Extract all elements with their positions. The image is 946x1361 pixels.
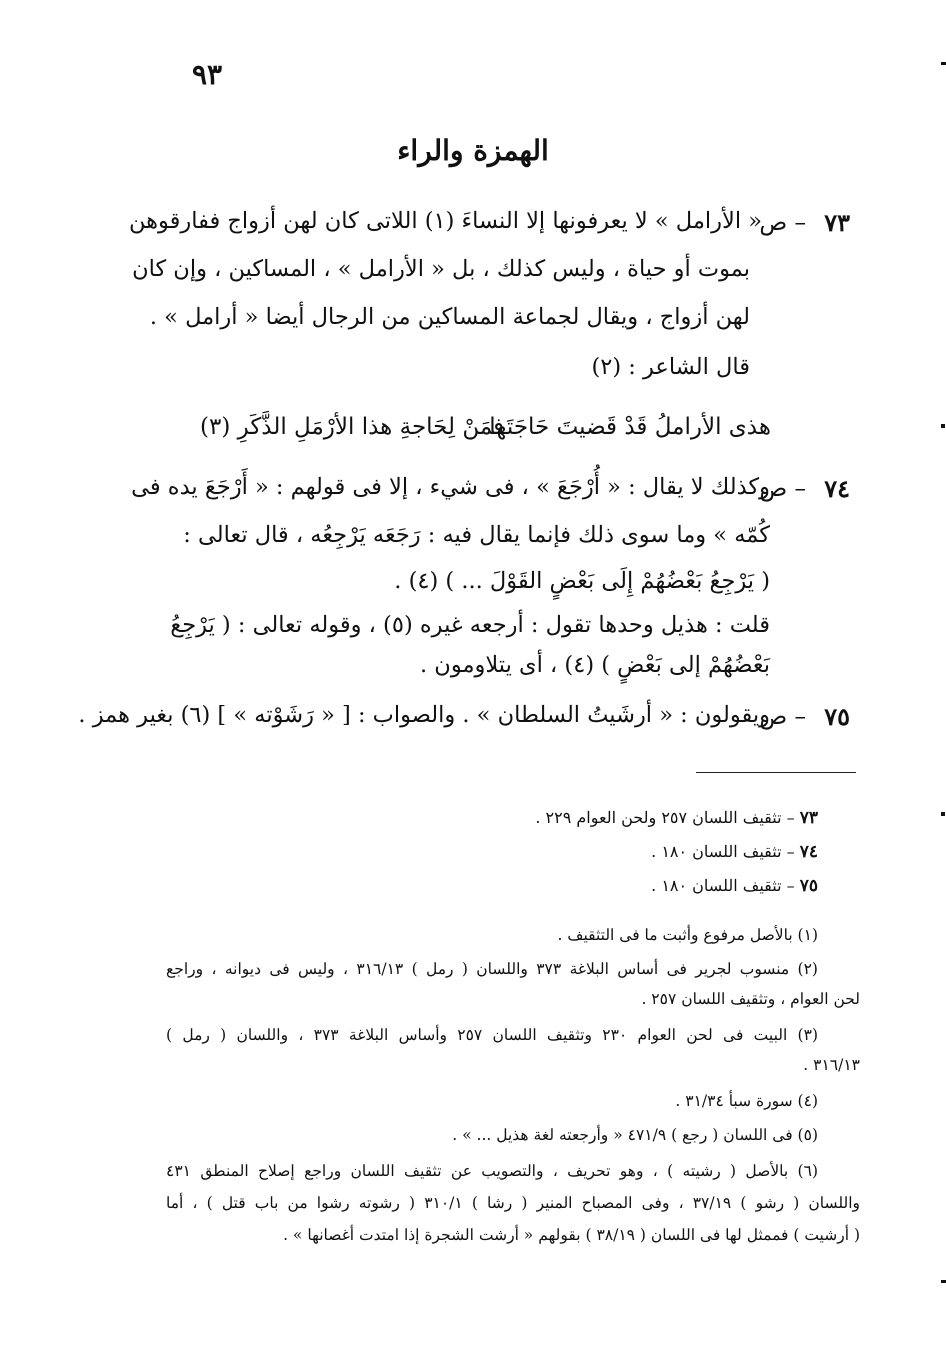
footnote: (٣) البيت فى لحن العوام ٢٣٠ وتثقيف اللسان ٢٥٧ وأساس البلاغة ٣٧٣ ، واللسان ( رمل ): [166, 1026, 818, 1044]
source-ref-number: ٧٥: [799, 876, 818, 896]
entry-line: ( يَرْجِعُ بَعْضُهُمْ إِلَى بَعْضٍ القَوْلَ ... ) (٤) .: [394, 568, 770, 594]
entry-marker: – ص: [759, 210, 806, 236]
entry-line: بموت أو حياة ، وليس كذلك ، بل « الأرامل » ، المساكين ، وإن كان: [132, 256, 750, 282]
source-ref: [535, 808, 818, 828]
entry-line: بَعْضُهُمْ إلى بَعْضٍ ) (٤) ، أى يتلاومون .: [420, 652, 770, 678]
footnote-continuation: واللسان ( رشو ) ٣٧/١٩ ، وفى المصباح المنير ( رشا ) ٣١٠/١ ( رشوته رشوا من باب قتل ) ، أما: [166, 1194, 860, 1212]
entry-line: « الأرامل » لا يعرفونها إلا النساءَ (١) اللاتى كان لهن أزواج ففارقوهن: [128, 208, 762, 234]
scan-edge-mark: [941, 1280, 946, 1283]
scan-edge-mark: [941, 62, 946, 65]
entry-line: لهن أزواج ، ويقال لجماعة المساكين من الرجال أيضا « أرامل » .: [149, 304, 750, 330]
entry-line: قلت : هذيل وحدها تقول : أرجعه غيره (٥) ، وقوله تعالى : ( يَرْجِعُ: [170, 612, 770, 638]
entry-marker: – ص: [759, 476, 806, 502]
footnote-continuation: لحن العوام ، وتثقيف اللسان ٢٥٧ .: [641, 990, 860, 1008]
scan-edge-mark: [941, 424, 945, 428]
footnote: (٦) بالأصل ( رشيته ) ، وهو تحريف ، والتصويب عن تثقيف اللسان وراجع إصلاح المنطق ٤٣١: [166, 1162, 818, 1180]
scan-edge-mark: [941, 812, 945, 816]
source-ref: [651, 876, 818, 896]
footnote-continuation: ٣١٦/١٣ .: [803, 1056, 860, 1074]
entry-line: ويقولون : « أرشَيتُ السلطان » . والصواب : [ « رَشَوْته » ] (٦) بغير همز .: [78, 702, 770, 728]
entry-line: كُمّه » وما سوى ذلك فإنما يقال فيه : رَجَعَه يَرْجِعُه ، قال تعالى :: [183, 522, 770, 548]
section-heading: الهمزة والراء: [397, 134, 549, 167]
entry-line: وكذلك لا يقال : « أُرْجَعَ » ، فى شيء ، إلا فى قولهم : « أَرْجَعَ يده فى: [131, 474, 770, 500]
entry-marker: – ص: [759, 704, 806, 730]
verse-right-hemistich: هذى الأراملُ قَدْ قَضيتَ حَاجَتَها: [489, 414, 771, 440]
source-ref-number: ٧٤: [799, 842, 818, 862]
footnote-separator: [696, 772, 856, 773]
verse-left-hemistich: فمَنْ لِحَاجةِ هذا الأرْمَلِ الذَّكَرِ (٣): [200, 414, 505, 440]
source-ref-text: – تثقيف اللسان ١٨٠ .: [651, 876, 795, 895]
entry-line: قال الشاعر : (٢): [591, 354, 750, 380]
footnote: (٢) منسوب لجرير فى أساس البلاغة ٣٧٣ واللسان ( رمل ) ٣١٦/١٣ ، وليس فى ديوانه ، وراجع: [166, 960, 818, 978]
page-number: ٩٣: [192, 58, 223, 91]
entry-number: ٧٣: [824, 208, 850, 237]
footnote: (٥) فى اللسان ( رجع ) ٤٧١/٩ « وأرجعته لغة هذيل ... » .: [452, 1126, 818, 1144]
source-ref-text: – تثقيف اللسان ١٨٠ .: [651, 842, 795, 861]
entry-number: ٧٥: [824, 702, 850, 731]
source-ref-text: – تثقيف اللسان ٢٥٧ ولحن العوام ٢٢٩ .: [535, 808, 795, 827]
entry-number: ٧٤: [824, 474, 850, 503]
source-ref-number: ٧٣: [799, 808, 818, 828]
source-ref: [651, 842, 818, 862]
footnote-continuation: ( أرشيت ) فممثل لها فى اللسان ( ٣٨/١٩ ) بقولهم « أرشت الشجرة إذا امتدت أغصانها » .: [283, 1226, 860, 1244]
footnote: (٤) سورة سبأ ٣١/٣٤ .: [675, 1092, 818, 1110]
footnote: (١) بالأصل مرفوع وأثبت ما فى التثقيف .: [557, 926, 818, 944]
